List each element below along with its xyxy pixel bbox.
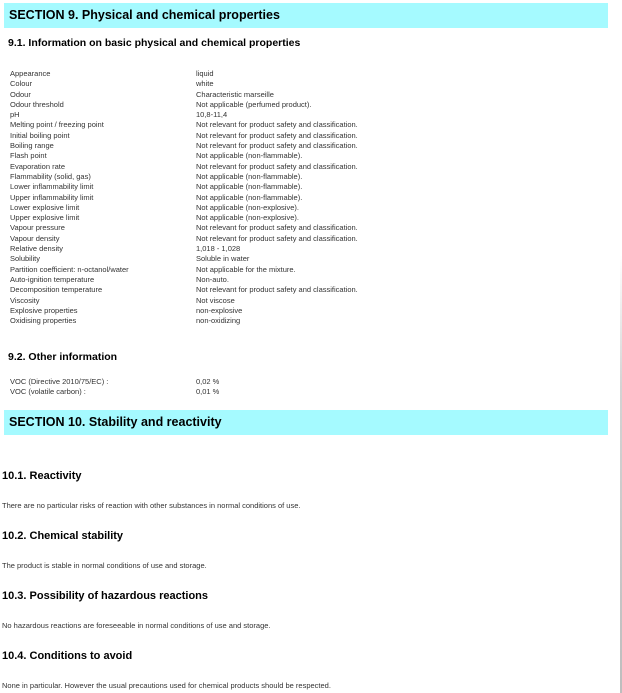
property-row [10,275,358,285]
property-value: Not relevant for product safety and classification. [196,161,358,171]
subsection-title: 10.4. Conditions to avoid [2,650,133,662]
property-row [10,193,358,203]
subsection-title: 10.1. Reactivity [2,470,82,482]
section-9-header: SECTION 9. Physical and chemical properties [4,3,608,28]
property-label: Vapour pressure [10,223,65,233]
property-label: pH [10,110,20,120]
subsection-body: There are no particular risks of reaction with other substances in normal conditions of use. [2,501,301,510]
voc-label: VOC (Directive 2010/75/EC) : [10,377,109,386]
property-row [10,296,358,306]
subsection-title: 10.2. Chemical stability [2,530,124,542]
property-row [10,141,358,151]
property-label: Flash point [10,151,47,161]
property-row [10,213,358,223]
property-value: Not applicable for the mixture. [196,264,296,274]
property-value: 1,018 - 1,028 [196,244,241,254]
property-label: Odour threshold [10,99,64,109]
voc-label: VOC (volatile carbon) : [10,387,86,397]
subsection-block [2,650,612,690]
property-value: Not relevant for product safety and classification. [196,223,358,233]
voc-table [10,377,219,398]
property-row [10,223,358,233]
property-label: Odour [10,89,31,99]
subsection-9-1-title: 9.1. Information on basic physical and chemical properties [8,37,301,49]
property-value: Not applicable (perfumed product). [196,99,312,109]
property-value: Not applicable (non-flammable). [196,182,303,192]
section-10-content [2,470,612,693]
property-row [10,162,358,172]
property-value: liquid [196,69,214,78]
property-row [10,203,358,213]
property-row [10,110,358,120]
property-label: Melting point / freezing point [10,120,104,130]
property-row [10,316,358,326]
property-label: Upper inflammability limit [10,192,94,202]
property-label: Appearance [10,69,51,78]
property-value: Not applicable (non-flammable). [196,171,303,181]
property-row [10,244,358,254]
property-value: Not applicable (non-flammable). [196,192,303,202]
property-row [10,120,358,130]
property-label: Viscosity [10,295,40,305]
voc-row [10,387,219,397]
property-row [10,69,358,79]
property-row [10,306,358,316]
property-row [10,172,358,182]
property-value: Not relevant for product safety and classification. [196,285,358,295]
subsection-block [2,470,612,510]
subsection-block [2,590,612,630]
property-value: Non-auto. [196,274,229,284]
property-value: Not viscose [196,295,235,305]
property-label: Decomposition temperature [10,285,103,295]
voc-value: 0,01 % [196,387,220,397]
property-row [10,182,358,192]
property-label: Vapour density [10,233,60,243]
property-value: Not applicable (non-explosive). [196,202,299,212]
property-label: Lower inflammability limit [10,182,94,192]
property-row [10,234,358,244]
property-value: Characteristic marseille [196,89,274,99]
property-value: Not relevant for product safety and classification. [196,233,358,243]
property-label: Evaporation rate [10,161,66,171]
property-label: Lower explosive limit [10,202,80,212]
property-label: Explosive properties [10,305,78,315]
voc-row [10,377,219,387]
property-label: Solubility [10,254,41,264]
property-value: white [196,79,214,89]
property-value: Not applicable (non-flammable). [196,151,303,161]
property-row [10,79,358,89]
property-row [10,90,358,100]
property-value: Not relevant for product safety and classification. [196,130,358,140]
subsection-block [2,530,612,570]
subsection-body: No hazardous reactions are foreseeable in normal conditions of use and storage. [2,621,271,630]
property-label: Upper explosive limit [10,213,80,223]
property-label: Initial boiling point [10,130,70,140]
property-value: Not relevant for product safety and classification. [196,141,358,151]
property-row [10,285,358,295]
physical-properties-table [10,69,358,326]
property-row [10,254,358,264]
property-value: non-oxidizing [196,316,241,326]
property-label: Partition coefficient: n-octanol/water [10,264,129,274]
property-row [10,151,358,161]
property-label: Flammability (solid, gas) [10,171,91,181]
property-row [10,131,358,141]
subsection-body: The product is stable in normal conditions of use and storage. [2,561,207,570]
property-label: Boiling range [10,141,54,151]
subsection-9-2-title: 9.2. Other information [8,351,118,363]
property-label: Colour [10,79,33,89]
property-value: 10,8-11,4 [196,110,228,120]
property-row [10,265,358,275]
section-10-header: SECTION 10. Stability and reactivity [4,410,608,435]
subsection-title: 10.3. Possibility of hazardous reactions [2,590,209,602]
voc-value: 0,02 % [196,377,220,386]
property-value: Soluble in water [196,254,250,264]
property-label: Oxidising properties [10,316,77,326]
property-label: Auto-ignition temperature [10,274,95,284]
property-label: Relative density [10,244,63,254]
property-value: non-explosive [196,305,243,315]
property-value: Not applicable (non-explosive). [196,213,299,223]
property-value: Not relevant for product safety and classification. [196,120,358,130]
subsection-body: None in particular. However the usual precautions used for chemical products should be respected. [2,681,331,690]
property-row [10,100,358,110]
